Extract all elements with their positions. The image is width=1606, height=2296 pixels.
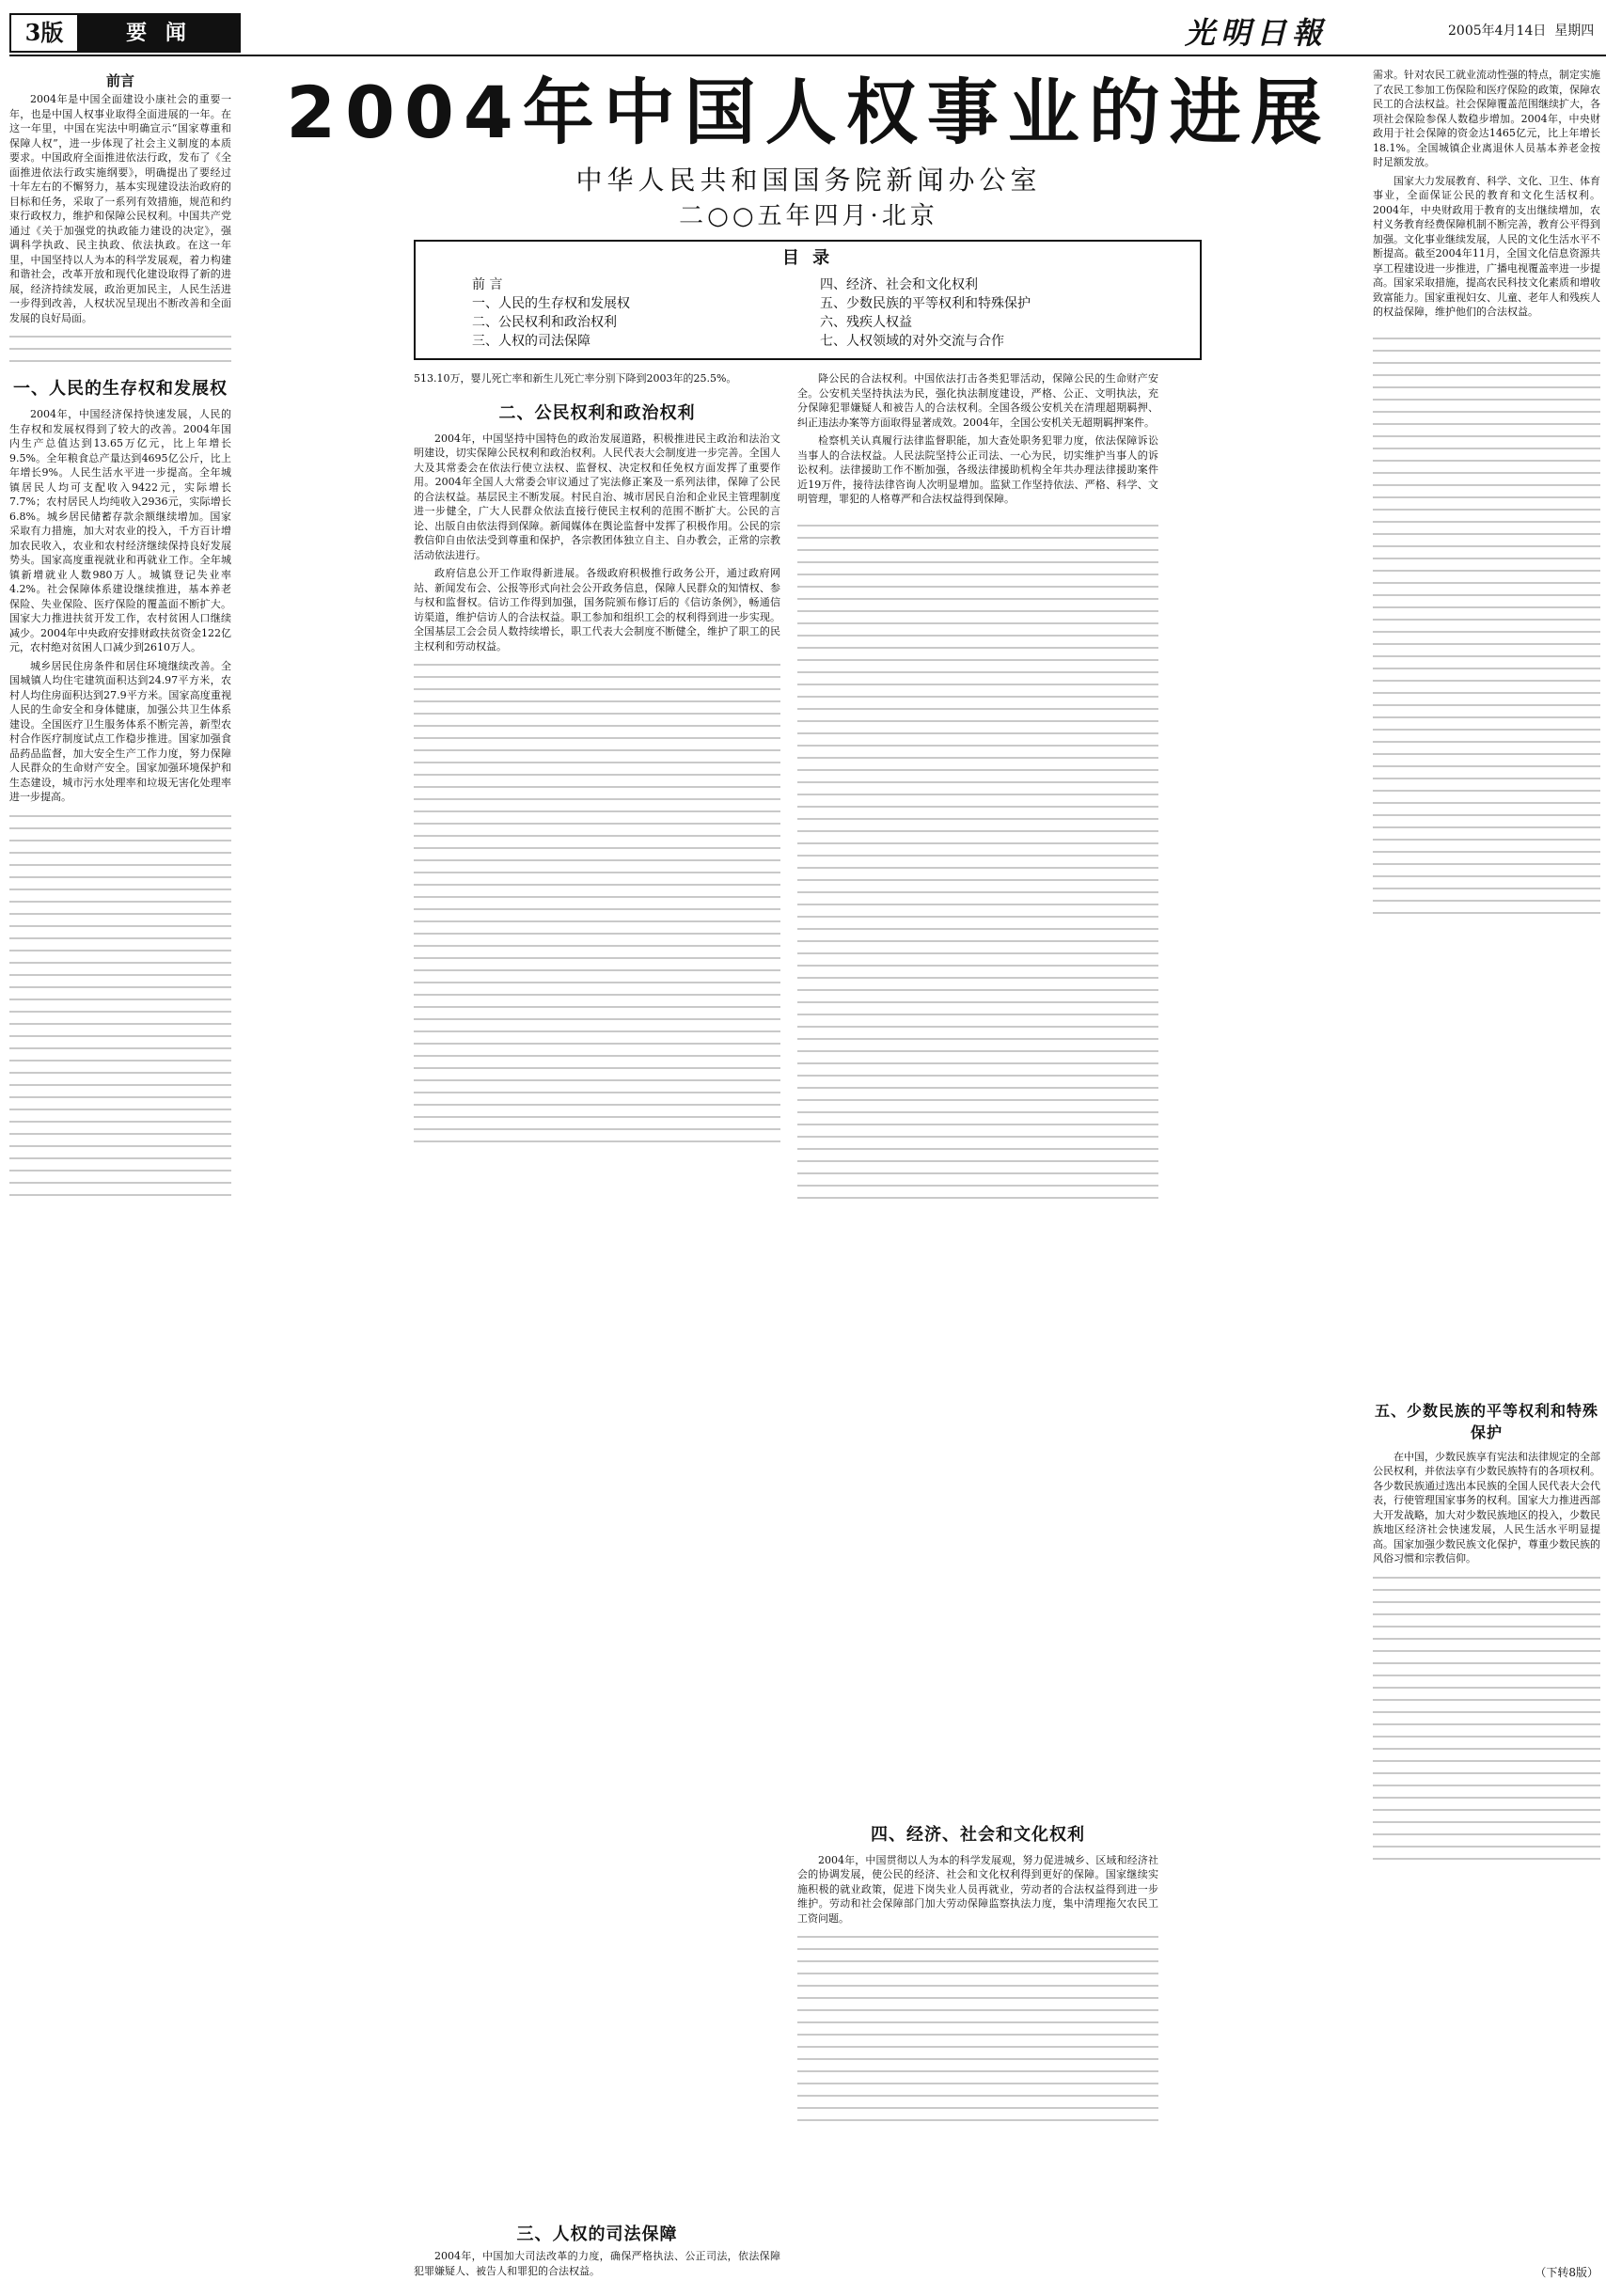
col3-top-text: 降公民的合法权利。中国依法打击各类犯罪活动，保障公民的生命财产安全。公安机关坚持执法为民，强化执法制度建设，严格、公正、文明执法，充分保障犯罪嫌疑人和被告人的合法权利。全国各级公安机关在清理超期羁押、纠正违法办案等方面取得显著成效。2004年，全国公安机关无超期羁押案件。 xyxy=(797,372,1158,429)
section-1-text: 2004年，中国经济保持快速发展，人民的生存权和发展权得到了较大的改善。2004年国内生产总值达到13.65万亿元，比上年增长9.5%。全年粮食总产量达到4695亿公斤，比上年增长9%。人民生活水平进一步提高。全年城镇居民人均可支配收入9422元，实际增长7.7%；农村居民人均纯收入2936元，实际增长6.8%。城乡居民储蓄存款余额继续增加。国家采取有力措施，加大对农业的投入，千方百计增加农民收入，农业和农村经济继续保持良好发展势头。国家高度重视就业和再就业工作。全年城镇新增就业人数980万人。城镇登记失业率4.2%。社会保障体系建设继续推进，基本养老保险、失业保险、医疗保险的覆盖面不断扩大。国家大力推进扶贫开发工作，农村贫困人口继续减少。2004年中央政府安排财政扶贫资金122亿元，农村绝对贫困人口减少到2610万人。 xyxy=(9,408,231,653)
toc-item: 三、人权的司法保障 xyxy=(472,334,590,349)
masthead-text: 光明日報 xyxy=(1185,15,1329,51)
column-3 xyxy=(797,371,1158,2280)
section-1-heading: 一、人民的生存权和发展权 xyxy=(13,379,228,399)
intro-heading: 前言 xyxy=(105,72,134,89)
toc-item: 四、经济、社会和文化权利 xyxy=(820,277,978,292)
continued-note: （下转8版） xyxy=(1535,2266,1598,2279)
page-number-box xyxy=(9,13,79,53)
section-label: 要 闻 xyxy=(126,21,192,45)
column-1 xyxy=(9,68,231,2258)
table-of-contents xyxy=(414,240,1202,360)
toc-right-list xyxy=(820,275,1177,351)
toc-item: 二、公民权利和政治权利 xyxy=(472,315,617,330)
col2-filler xyxy=(414,664,780,1142)
col4-top-text: 需求。针对农民工就业流动性强的特点，制定实施了农民工参加工伤保险和医疗保险的政策，保障农民工的合法权益。社会保障覆盖范围继续扩大，各项社会保险参保人数稳步增加。2004年，中央财政用于社会保障的资金达1465亿元，比上年增长18.1%。全国城镇企业离退休人员基本养老金按时足额发放。 xyxy=(1373,69,1600,168)
column-2 xyxy=(414,371,780,2261)
title-block xyxy=(235,66,1382,230)
toc-item: 六、残疾人权益 xyxy=(820,315,912,330)
section-3-block xyxy=(414,2219,780,2275)
section-5-text: 在中国，少数民族享有宪法和法律规定的全部公民权利，并依法享有少数民族特有的各项权利。各少数民族通过选出本民族的全国人民代表大会代表，行使管理国家事务的权利。国家大力推进西部大开发战略，加大对少数民族地区的投入，少数民族地区经济社会快速发展，人民生活水平明显提高。国家加强少数民族文化保护，尊重少数民族的风俗习惯和宗教信仰。 xyxy=(1373,1450,1600,1565)
article-byline: 中华人民共和国国务院新闻办公室 xyxy=(575,165,1042,196)
section-1-text-b: 城乡居民住房条件和居住环境继续改善。全国城镇人均住宅建筑面积达到24.97平方米，农村人均住房面积达到27.9平方米。国家高度重视人民的生命安全和身体健康，加强公共卫生体系建设。全国医疗卫生服务体系不断完善，新型农村合作医疗制度试点工作稳步推进。国家加强食品药品监督，加大安全生产工作力度，努力保障人民群众的生命财产安全。国家加强环境保护和生态建设，城市污水处理率和垃圾无害化处理率进一步提高。 xyxy=(9,659,231,803)
col3-filler-b xyxy=(797,1936,1158,2121)
toc-item: 前 言 xyxy=(472,277,503,292)
toc-title: 目 录 xyxy=(781,248,834,268)
col3-filler-a xyxy=(797,514,1158,1812)
masthead-logo xyxy=(1185,9,1429,53)
section-2-heading: 二、公民权利和政治权利 xyxy=(498,402,696,423)
section-4-text: 2004年，中国贯彻以人为本的科学发展观，努力促进城乡、区域和经济社会的协调发展，使公民的经济、社会和文化权利得到更好的保障。国家继续实施积极的就业政策，促进下岗失业人员再就业，劳动者的合法权益得到进一步维护。劳动和社会保障部门加大劳动保障监察执法力度，集中清理拖欠农民工工资问题。 xyxy=(797,1853,1158,1925)
section-2-text-b: 政府信息公开工作取得新进展。各级政府积极推行政务公开，通过政府网站、新闻发布会、公报等形式向社会公开政务信息，保障人民群众的知情权、参与权和监督权。信访工作得到加强，国务院颁布修订后的《信访条例》，畅通信访渠道，维护信访人的合法权益。职工参加和组织工会的权利得到进一步实现。全国基层工会会员人数持续增长，职工代表大会制度不断健全，维护了职工的民主权利和劳动权益。 xyxy=(414,567,780,653)
text-line-filler xyxy=(9,336,231,338)
section-4-heading: 四、经济、社会和文化权利 xyxy=(871,1824,1085,1845)
col3-middle-text: 检察机关认真履行法律监督职能，加大查处职务犯罪力度，依法保障诉讼当事人的合法权益。人民法院坚持公正司法、一心为民，切实维护当事人的诉讼权利。法律援助工作不断加强，各级法律援助机构全年共办理法律援助案件近19万件，接待法律咨询人次明显增加。监狱工作坚持依法、严格、科学、文明管理，罪犯的人格尊严和合法权益得到保障。 xyxy=(797,434,1158,505)
page-header xyxy=(0,0,1606,66)
article-title: 2004年中国人权事业的进展 xyxy=(286,71,1331,154)
col1-filler xyxy=(9,815,231,1196)
col2-top-text: 513.10万，婴儿死亡率和新生儿死亡率分别下降到2003年的25.5%。 xyxy=(414,372,737,385)
toc-item: 七、人权领域的对外交流与合作 xyxy=(820,334,1004,349)
column-4 xyxy=(1373,68,1600,2230)
text-line-filler xyxy=(9,360,231,362)
section-2-text: 2004年，中国坚持中国特色的政治发展道路，积极推进民主政治和法治文明建设，切实保障公民权利和政治权利。人民代表大会制度进一步完善。全国人大及其常委会在依法行使立法权、监督权、决定权和任免权方面发挥了重要作用。2004年全国人大常委会审议通过了宪法修正案及一系列法律，保障了公民的合法权益。基层民主不断发展。村民自治、城市居民自治和企业民主管理制度进一步健全，广大人民群众依法直接行使民主权利的范围不断扩大。公民的言论、出版自由依法得到保障。新闻媒体在舆论监督中发挥了积极作用。公民的宗教信仰自由依法受到尊重和保护，各宗教团体独立自主、自办教会，正常的宗教活动依法进行。 xyxy=(414,432,780,561)
text-line-filler xyxy=(9,348,231,350)
section-3-heading: 三、人权的司法保障 xyxy=(516,2225,678,2244)
issue-weekday: 星期四 xyxy=(1554,24,1595,39)
intro-text: 2004年是中国全面建设小康社会的重要一年，也是中国人权事业取得全面进展的一年。在这一年里，中国在宪法中明确宣示“国家尊重和保障人权”，进一步体现了社会主义制度的本质要求。中国政府全面推进依法行政，发布了《全面推进依法行政实施纲要》，明确提出了要经过十年左右的不懈努力，基本实现建设法治政府的目标和任务，采取了一系列有效措施，规范和约束行政权力，维护和保障公民权利。中国共产党通过《关于加强党的执政能力建设的决定》，强调科学执政、民主执政、依法执政。在这一年里，中国坚持以人为本的科学发展观，着力构建和谐社会，改革开放和现代化建设取得了新的进展，经济持续发展，政治更加民主，人民生活进一步得到改善，人权状况呈现出不断改善和全面发展的良好局面。 xyxy=(9,93,231,324)
section-box xyxy=(77,13,241,53)
col4-middle-text: 国家大力发展教育、科学、文化、卫生、体育事业，全面保证公民的教育和文化生活权利。2004年，中央财政用于教育的支出继续增加，农村义务教育经费保障机制不断完善，教育公平得到加强。文化事业继续发展，人民的文化生活水平不断提高。截至2004年11月，全国文化信息资源共享工程建设进一步推进，广播电视覆盖率进一步提高。国家采取措施，提高农民科技文化素质和增收致富能力。国家重视妇女、儿童、老年人和残疾人的权益保障，维护他们的合法权益。 xyxy=(1373,174,1600,318)
issue-date: 2005年4月14日 xyxy=(1448,24,1547,39)
page-number: 3版 xyxy=(24,19,64,46)
col4-filler-a xyxy=(1373,327,1600,1390)
toc-item: 一、人民的生存权和发展权 xyxy=(472,296,630,311)
toc-left-list xyxy=(472,275,792,351)
article-date: 二○○五年四月·北京 xyxy=(679,202,938,230)
header-rule xyxy=(9,55,1606,56)
section-3-text: 2004年，中国加大司法改革的力度，确保严格执法、公正司法，依法保障犯罪嫌疑人、被告人和罪犯的合法权益。 xyxy=(414,2250,780,2277)
toc-item: 五、少数民族的平等权利和特殊保护 xyxy=(820,296,1031,311)
col4-filler-b xyxy=(1373,1577,1600,1860)
section-5-heading: 五、少数民族的平等权利和特殊保护 xyxy=(1374,1401,1598,1441)
